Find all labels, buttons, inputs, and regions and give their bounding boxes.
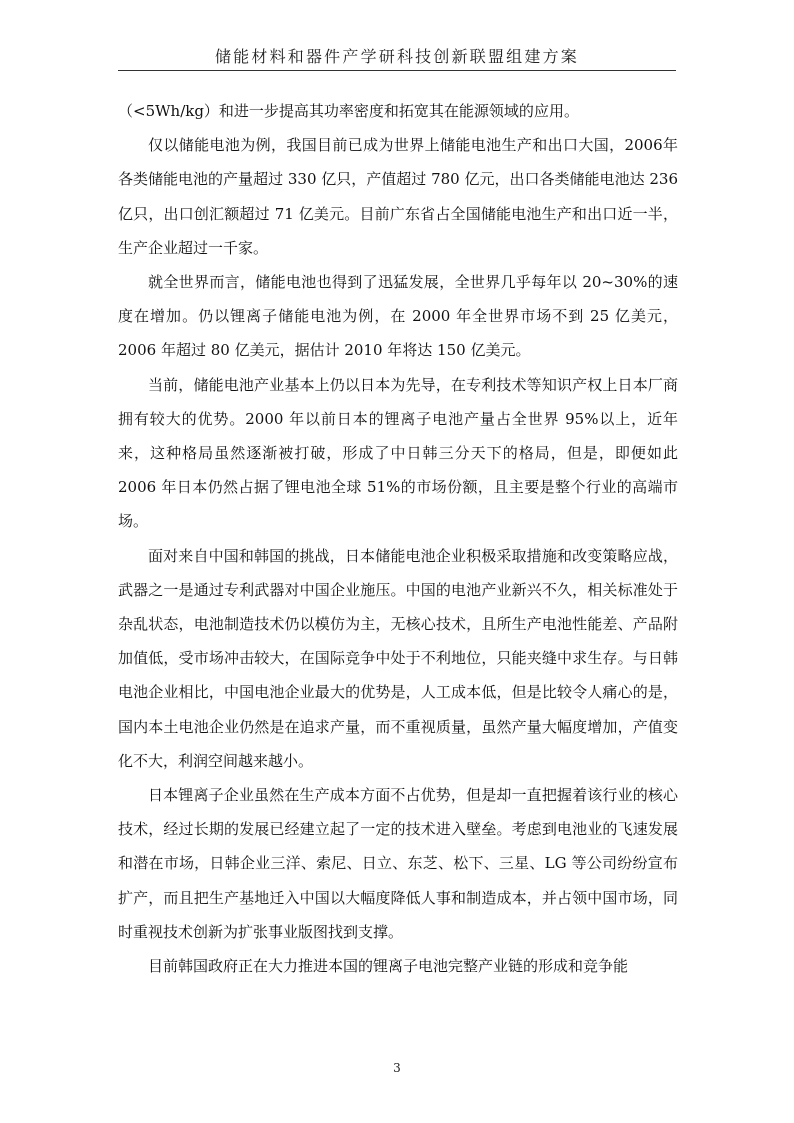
paragraph-china-challenge: 面对来自中国和韩国的挑战，日本储能电池企业积极采取措施和改变策略应战，武器之一是通过专利武器对中国企业施压。中国的电池产业新兴不久，相关标准处于杂乱状态，电池制造技术仍以模仿为主，无核心技术，且所生产电池性能差、产品附加值低，受市场冲击较大，在国际竞争中处于不利地位，只能夹缝中求生存。与日韩电池企业相比，中国电池企业最大的优势是，人工成本低，但是比较令人痛心的是，国内本土电池企业仍然是在追求产量，而不重视质量，虽然产量大幅度增加，产值变化不大，利润空间越来越小。 bbox=[118, 546, 678, 770]
running-header: 储能材料和器件产学研科技创新联盟组建方案 bbox=[214, 47, 579, 66]
page-number: 3 bbox=[393, 1061, 401, 1075]
paragraph-korea: 目前韩国政府正在大力推进本国的锂离子电池完整产业链的形成和竞争能 bbox=[148, 957, 629, 976]
paragraph-domestic-market: 仅以储能电池为例，我国目前已成为世界上储能电池生产和出口大国，2006年各类储能电池的产量超过 330 亿只，产值超过 780 亿元，出口各类储能电池达 236 亿只，出口创汇额超过 71 亿美元。目前广东省占全国储能电池生产和出口近一半，生产企业超过一千家。 bbox=[118, 136, 678, 257]
paragraph-global-market: 就全世界而言，储能电池也得到了迅猛发展，全世界几乎每年以 20~30%的速度在增加。仍以锂离子储能电池为例，在 2000 年全世界市场不到 25 亿美元，2006 年超过 80 亿美元，据估计 2010 年将达 150 亿美元。 bbox=[118, 273, 678, 360]
paragraph-japan-core-tech: 日本锂离子企业虽然在生产成本方面不占优势，但是却一直把握着该行业的核心技术，经过长期的发展已经建立起了一定的技术进入壁垒。考虑到电池业的飞速发展和潜在市场，日韩企业三洋、索尼、日立、东芝、松下、三星、LG 等公司纷纷宣布扩产，而且把生产基地迁入中国以大幅度降低人事和制造成本，并占领中国市场，同时重视技术创新为扩张事业版图找到支撑。 bbox=[118, 786, 678, 941]
header-divider bbox=[118, 70, 676, 71]
paragraph-japan-lead: 当前，储能电池产业基本上仍以日本为先导，在专利技术等知识产权上日本厂商拥有较大的优势。2000 年以前日本的锂离子电池产量占全世界 95%以上，近年来，这种格局虽然逐渐被打破，形成了中日韩三分天下的格局，但是，即便如此 2006 年日本仍然占据了锂电池全球 51%的市场份额，且主要是整个行业的高端市场。 bbox=[118, 375, 678, 531]
paragraph-continuation: （<5Wh/kg）和进一步提高其功率密度和拓宽其在能源领域的应用。 bbox=[118, 102, 579, 120]
document-body bbox=[118, 94, 678, 983]
